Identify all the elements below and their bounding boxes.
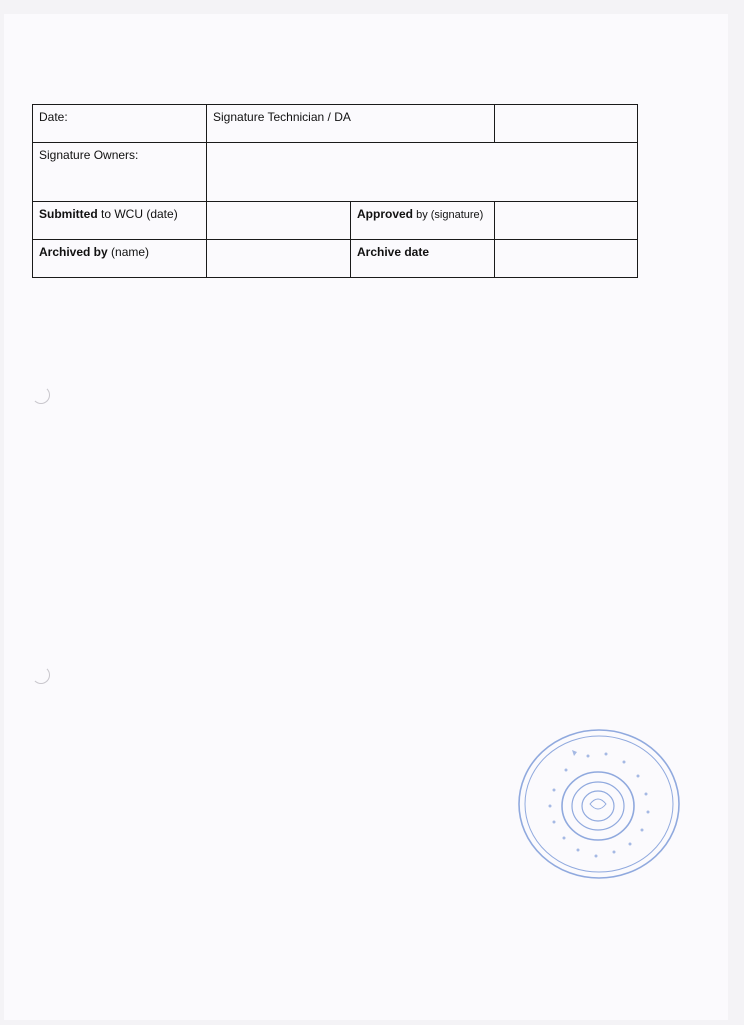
date-label: Date: xyxy=(39,110,68,124)
archived-cell xyxy=(33,239,207,277)
archive-date-field[interactable] xyxy=(495,239,638,277)
punch-hole-bottom xyxy=(32,666,50,684)
archived-name-field[interactable] xyxy=(207,239,351,277)
approved-label: Approved xyxy=(357,206,414,221)
form-row-submitted xyxy=(33,201,638,239)
signature-owners-cell xyxy=(33,143,207,201)
archived-suffix: (name) xyxy=(107,244,150,259)
archive-date-cell xyxy=(351,239,495,277)
approved-suffix: by (signature) xyxy=(413,208,484,221)
submitted-cell xyxy=(33,201,207,239)
round-stamp-icon xyxy=(514,726,684,886)
archive-date-label: Archive date xyxy=(357,244,430,259)
signature-technician-cell[interactable] xyxy=(207,105,495,143)
form-row-archived xyxy=(33,239,638,277)
signature-technician-label: Signature Technician / DA xyxy=(213,110,351,124)
archived-label: Archived by xyxy=(39,244,108,259)
signature-owners-field[interactable] xyxy=(207,143,638,201)
date-cell[interactable] xyxy=(33,105,207,143)
approved-cell xyxy=(351,201,495,239)
archive-form-table xyxy=(32,104,638,278)
punch-hole-top xyxy=(32,386,50,404)
form-row-owners xyxy=(33,143,638,201)
form-row-date xyxy=(33,105,638,143)
signature-owners-label: Signature Owners: xyxy=(39,148,139,163)
submitted-date-field[interactable] xyxy=(207,201,351,239)
approved-signature-field[interactable] xyxy=(495,201,638,239)
signature-technician-field[interactable] xyxy=(495,105,638,143)
submitted-label: Submitted xyxy=(39,206,98,221)
submitted-suffix: to WCU (date) xyxy=(97,206,178,221)
